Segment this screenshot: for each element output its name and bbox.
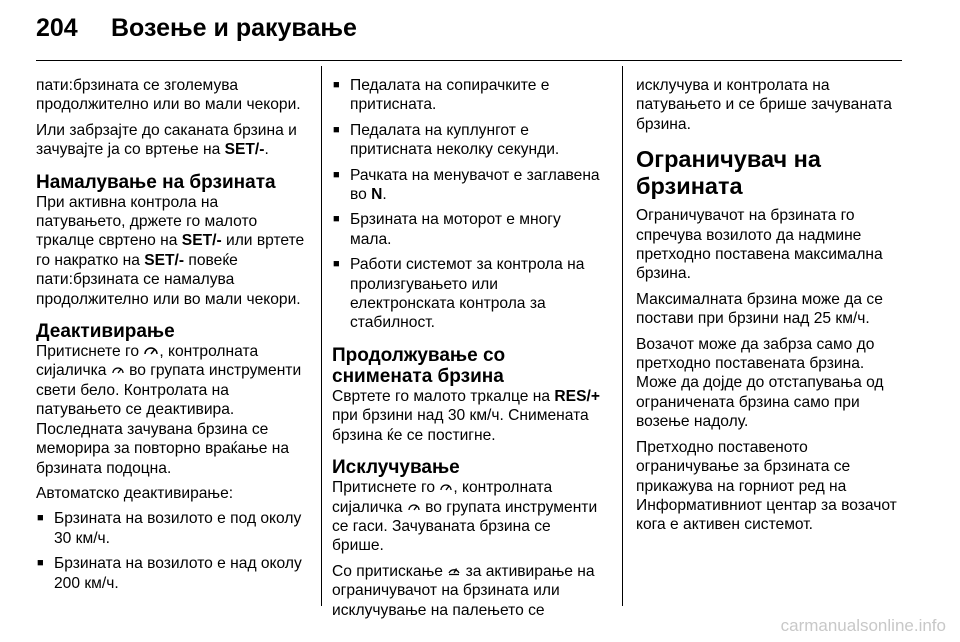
paragraph: [36, 121, 306, 160]
heading-switch-off: Исклучување: [332, 457, 460, 479]
text: или вртете го накратко на: [36, 232, 305, 269]
paragraph: пати:брзината се зголемува продолжително или во мали чекори.: [36, 77, 301, 114]
column-divider-1: [321, 66, 322, 606]
text: Со притискање: [332, 562, 448, 580]
list-item: ■ Работи системот за контрола на пролизгувањето или електронската контрола за стабилност.: [332, 255, 606, 333]
column-3: [636, 76, 906, 541]
bullet-list: [332, 76, 606, 333]
text: во групата инструменти се гаси. Зачуваната брзина се брише.: [332, 498, 598, 555]
heading-resume-speed: Продолжување со снимената брзина: [332, 344, 506, 387]
list-item: ■ Брзината на моторот е многу мала.: [332, 210, 606, 249]
list-item: [332, 166, 606, 205]
paragraph: [332, 478, 606, 556]
heading-deactivation: Деактивирање: [36, 321, 175, 343]
column-1: [36, 76, 306, 599]
text: за активирање на ограничувачот на брзината или исклучување на палењето се: [332, 562, 595, 619]
text: При активна контрола на патувањето, држете го малото тркалце свртено на: [36, 193, 258, 250]
header-rule: [36, 60, 902, 61]
paragraph: исклучува и контролата на патувањето и се брише зачуваната брзина.: [636, 77, 892, 133]
paragraph: [332, 387, 606, 445]
text: , контролната сијаличка: [332, 479, 553, 516]
text: при брзини над 30 км/ч. Снимената брзина ќе се постигне.: [332, 407, 589, 444]
paragraph: Претходно поставеното ограничување за брзината се прикажува на горниот ред на Информативниот центар за возачот кога е активен системот.: [636, 438, 897, 534]
watermark: carmanualsonline.info: [780, 616, 946, 635]
bullet-list: [36, 509, 306, 593]
text: .: [264, 141, 269, 159]
paragraph: [36, 193, 306, 309]
paragraph: Максималната брзина може да се постави при брзини над 25 км/ч.: [636, 290, 883, 328]
cruise-control-lamp-icon: [111, 363, 125, 377]
paragraph: Автоматско деактивирање:: [36, 484, 234, 502]
text: во групата инструменти свети бело. Контролата на патувањето се деактивира. Последната зачувана брзина се меморира за повторно враќање на брзината подоцна.: [36, 362, 302, 477]
speed-limiter-button-icon: [447, 562, 461, 578]
heading-speed-limiter: Ограничувач на брзината: [636, 146, 821, 200]
paragraph: [36, 342, 306, 478]
text: , контролната сијаличка: [36, 343, 259, 380]
paragraph: Возачот може да забрза само до претходно поставената брзина. Може да дојде до отстапувања од ограничената брзина само при возење надолу.: [636, 335, 884, 431]
text: .: [382, 186, 387, 204]
gear-label: N: [371, 186, 383, 204]
control-label: SET/-: [181, 232, 222, 250]
text: Притиснете го: [332, 479, 440, 497]
list-item: ■ Педалата на куплунгот е притисната неколку секунди.: [332, 121, 606, 160]
list-item: ■ Брзината на возилото е над околу 200 км/ч.: [36, 554, 306, 593]
page-header: [36, 14, 357, 50]
page-title: Возење и ракување: [111, 14, 357, 42]
control-label: RES/+: [554, 387, 600, 405]
cruise-control-lamp-icon: [407, 500, 421, 514]
page-number: 204: [36, 14, 78, 42]
list-item: ■ Брзината на возилото е под околу 30 км/ч.: [36, 509, 306, 548]
control-label: SET/-: [144, 251, 185, 269]
column-2: [332, 76, 606, 626]
column-divider-2: [622, 66, 623, 606]
list-item: ■ Педалата на сопирачките е притисната.: [332, 76, 606, 115]
paragraph: [332, 562, 606, 620]
cruise-control-button-icon: [143, 344, 159, 358]
text: повеќе пати:брзината се намалува продолжително или во мали чекори.: [36, 251, 301, 308]
heading-reduce-speed: Намалување на брзината: [36, 171, 276, 193]
text: Свртете го малото тркалце на: [332, 387, 555, 405]
text: Рачката на менувачот е заглавена во: [350, 166, 600, 204]
text: Притиснете го: [36, 343, 144, 361]
paragraph: Ограничувачот на брзината го спречува возилото да надмине претходно поставена максимална брзина.: [636, 207, 883, 283]
text: Или забрзајте до саканата брзина и зачувајте ја со вртење на: [36, 121, 297, 159]
control-label: SET/-: [224, 141, 265, 159]
cruise-control-button-icon: [439, 480, 453, 494]
